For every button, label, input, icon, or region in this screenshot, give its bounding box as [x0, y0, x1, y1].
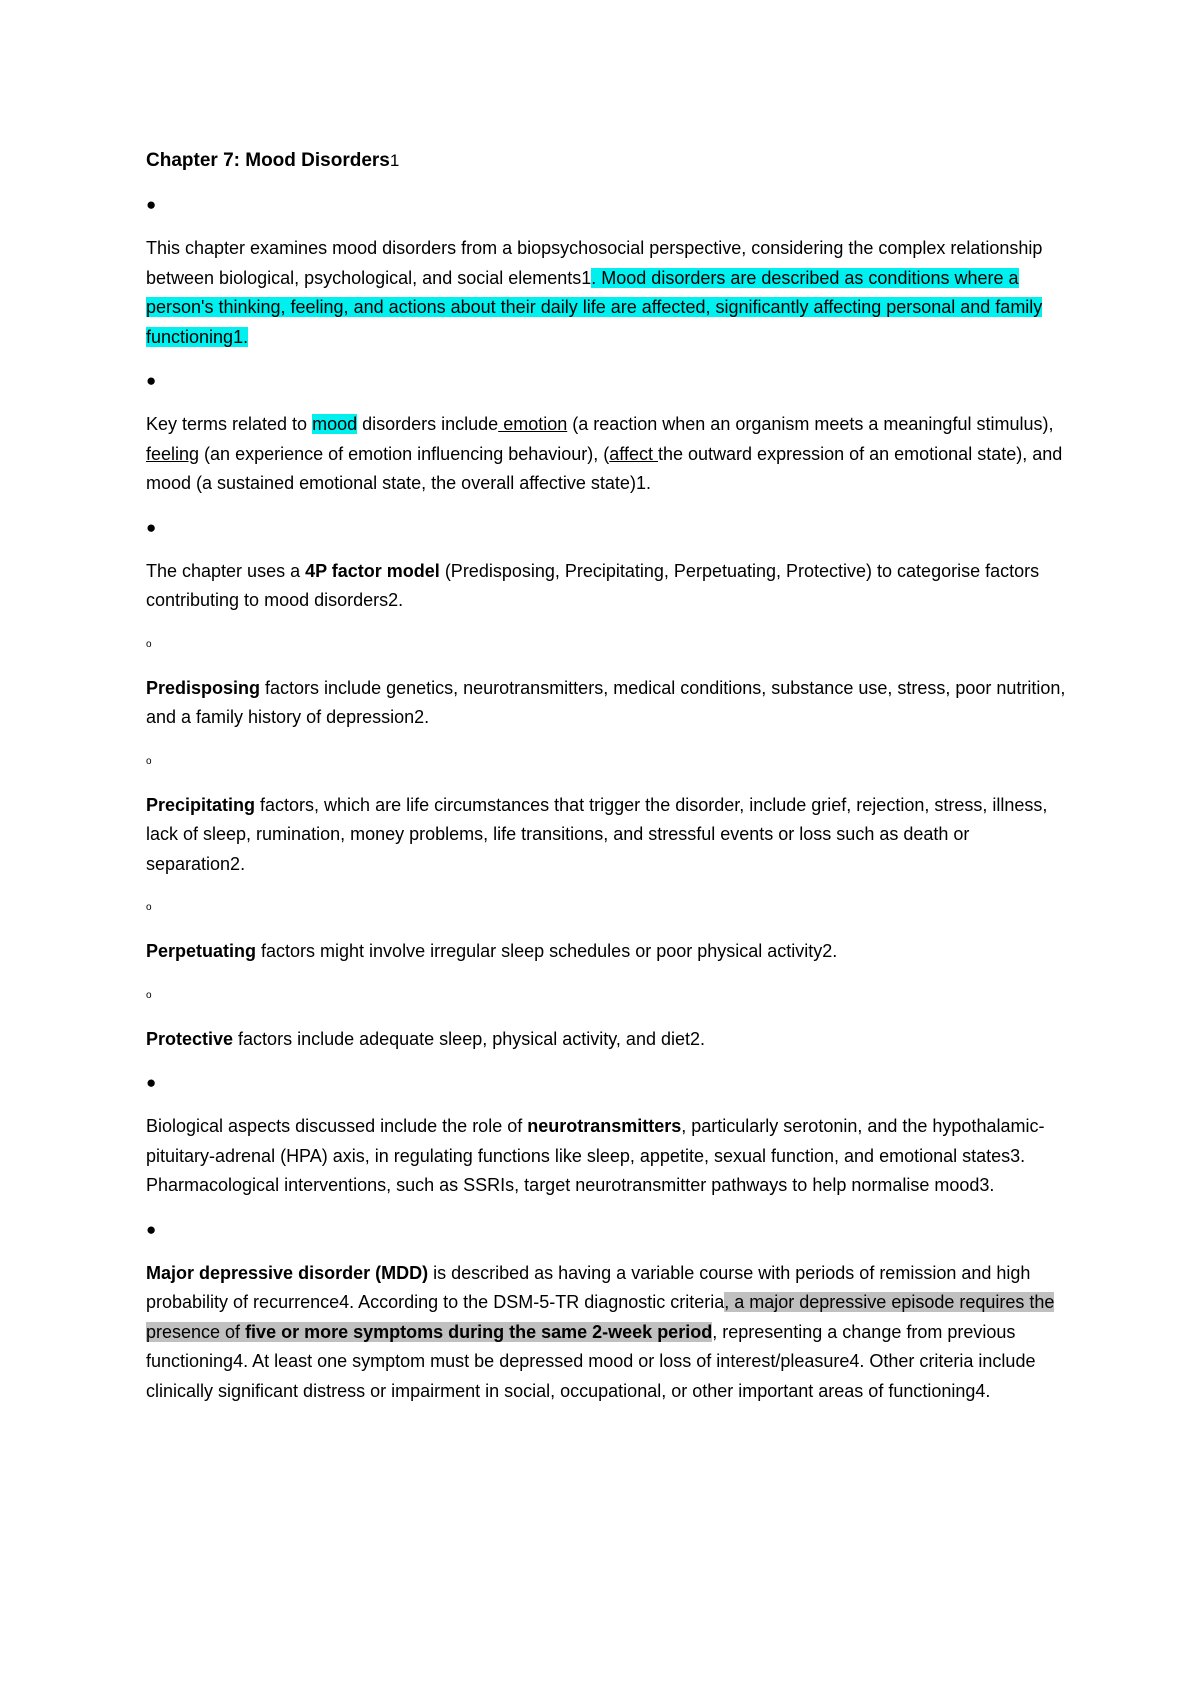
paragraph-biological [146, 1112, 1066, 1201]
biological-text-a: Biological aspects discussed include the role of [146, 1116, 528, 1136]
paragraph-key-terms [146, 410, 1066, 499]
paragraph-predisposing [146, 674, 1066, 733]
paragraph-mdd [146, 1259, 1066, 1407]
key-terms-text-b: disorders include [357, 414, 499, 434]
sub-bullet-2: o [146, 755, 152, 767]
sub-bullet-3: o [146, 902, 152, 913]
protective-text: factors include adequate sleep, physical activity, and diet2. [233, 1028, 705, 1049]
sub-bullet-1: o [146, 638, 152, 650]
bullet-2: ● [146, 371, 157, 390]
mdd-text-b: , representing a change from previous functioning4. At least one symptom must be depressed mood or loss of interest/pleasure4. Other criteria include clinically significant distress or impairment in social, occupational, or other important areas of functioning4. [146, 1321, 1036, 1401]
paragraph-protective [146, 1025, 1066, 1055]
precipitating-text: factors, which are life circumstances that trigger the disorder, include grief, rejection, stress, illness, lack of sleep, rumination, money problems, life transitions, and stressful events or loss such as death or separation2. [146, 794, 1048, 874]
mdd-text-a: is described as having a variable course with periods of remission and high probability of recurrence4. According to the DSM-5-TR diagnostic criteria [146, 1262, 1031, 1312]
key-terms-text-a: Key terms related to [146, 414, 313, 434]
document-body [146, 146, 1066, 1406]
mdd-highlight: , a major depressive episode requires the presence of [146, 1292, 1055, 1342]
term-predisposing: Predisposing [146, 677, 261, 698]
predisposing-text: factors include genetics, neurotransmitters, medical conditions, substance use, stress, poor nutrition, and a family history of depression2. [146, 677, 1066, 727]
chapter-title [146, 146, 1066, 176]
paragraph-perpetuating [146, 937, 1066, 967]
term-mdd: Major depressive disorder (MDD) [146, 1262, 429, 1283]
bullet-3: ● [146, 517, 157, 537]
chapter-title-text: Chapter 7: Mood Disorders [146, 150, 390, 171]
term-perpetuating: Perpetuating [146, 941, 257, 961]
term-4p-model: 4P factor model [305, 560, 440, 581]
perpetuating-text: factors might involve irregular sleep schedules or poor physical activity2. [256, 941, 838, 961]
overview-highlight: . Mood disorders are described as conditions where a person's thinking, feeling, and actions about their daily life are affected, significantly affecting personal and family functioning1. [146, 267, 1043, 347]
sub-bullet-4: o [146, 989, 152, 1001]
paragraph-overview [146, 234, 1066, 352]
term-neurotransmitters: neurotransmitters [527, 1116, 682, 1136]
biological-text-b: , particularly serotonin, and the hypothalamic-pituitary-adrenal (HPA) axis, in regulating functions like sleep, appetite, sexual function, and emotional states3. Pharmacological interventions, such as SSRIs, target neurotransmitter pathways to help normalise mood3. [146, 1116, 1045, 1195]
mood-highlight: mood [312, 414, 358, 434]
key-terms-text-d: (an experience of emotion influencing behaviour), ( [199, 443, 610, 464]
key-terms-text-e: the outward expression of an emotional state), and mood (a sustained emotional state, the overall affective state)1. [146, 443, 1063, 493]
term-affect: affect [609, 443, 658, 464]
model-text-b: (Predisposing, Precipitating, Perpetuating, Protective) to categorise factors contributing to mood disorders2. [146, 560, 1040, 610]
paragraph-4p-model [146, 557, 1066, 616]
term-feeling: feeling [146, 443, 200, 464]
key-terms-text-c: (a reaction when an organism meets a meaningful stimulus), [567, 414, 1054, 434]
bullet-5: ● [146, 1219, 157, 1239]
paragraph-precipitating [146, 791, 1066, 880]
term-precipitating: Precipitating [146, 794, 256, 815]
bullet-1: ● [146, 195, 157, 214]
bullet-4: ● [146, 1073, 157, 1092]
model-text-a: The chapter uses a [146, 560, 306, 581]
overview-text: This chapter examines mood disorders from a biopsychosocial perspective, considering the complex relationship between biological, psychological, and social elements1 [146, 238, 1043, 288]
term-protective: Protective [146, 1028, 234, 1049]
chapter-title-ref: 1 [389, 151, 400, 170]
mdd-highlight-bold: five or more symptoms during the same 2-week period [245, 1321, 713, 1342]
term-emotion: emotion [498, 414, 568, 434]
